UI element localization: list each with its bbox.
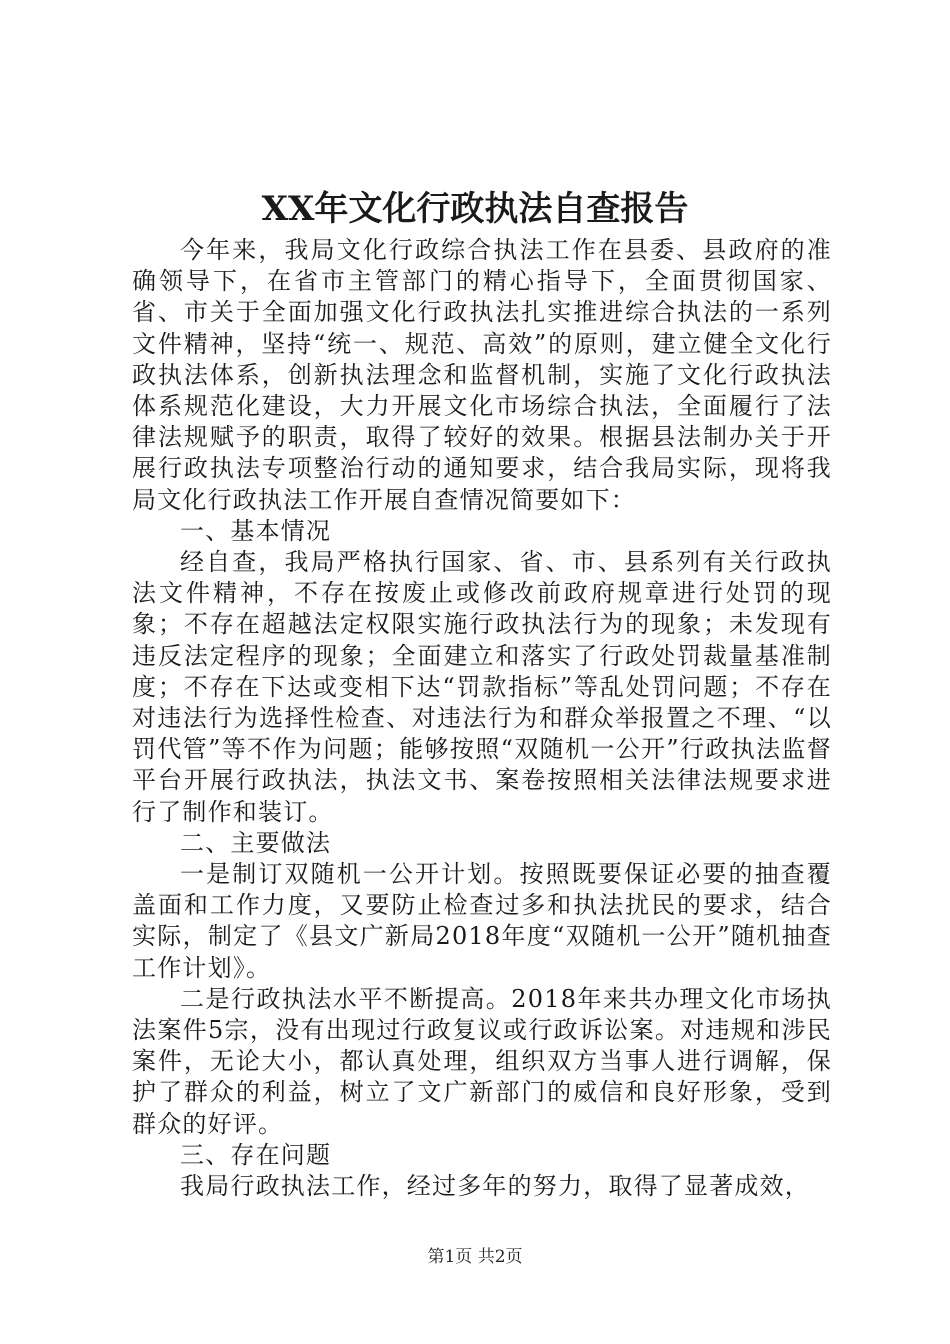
intro-paragraph: 今年来，我局文化行政综合执法工作在县委、县政府的准确领导下，在省市主管部门的精心指导下，全面贯彻国家、省、市关于全面加强文化行政执法扎实推进综合执法的一系列文件精神，坚持“统一、规范、高效”的原则，建立健全文化行政执法体系，创新执法理念和监督机制，实施了文化行政执法体系规范化建设，大力开展文化市场综合执法，全面履行了法律法规赋予的职责，取得了较好的效果。根据县法制办关于开展行政执法专项整治行动的通知要求，结合我局实际，现将我局文化行政执法工作开展自查情况简要如下： <box>132 236 832 514</box>
document-body <box>132 235 832 1202</box>
page-footer: 第1页 共2页 <box>427 1247 523 1267</box>
problems-paragraph: 我局行政执法工作，经过多年的努力，取得了显著成效， <box>180 1172 810 1201</box>
document-title: XX年文化行政执法自查报告 <box>261 189 689 229</box>
basic-situation-paragraph: 经自查，我局严格执行国家、省、市、县系列有关行政执法文件精神，不存在按废止或修改前政府规章进行处罚的现象；不存在超越法定权限实施行政执法行为的现象；未发现有违反法定程序的现象；全面建立和落实了行政处罚裁量基准制度；不存在下达或变相下达“罚款指标”等乱处罚问题；不存在对违法行为选择性检查、对违法行为和群众举报置之不理、“以罚代管”等不作为问题；能够按照“双随机一公开”行政执法监督平台开展行政执法，执法文书、案卷按照相关法律法规要求进行了制作和装订。 <box>132 548 832 826</box>
section-heading-practices: 二、主要做法 <box>180 828 332 857</box>
practice-paragraph-2: 二是行政执法水平不断提高。2018年来共办理文化市场执法案件5宗，没有出现过行政复议或行政诉讼案。对违规和涉民案件，无论大小，都认真处理，组织双方当事人进行调解，保护了群众的利益，树立了文广新部门的威信和良好形象，受到群众的好评。 <box>132 984 832 1138</box>
practice-paragraph-1: 一是制订双随机一公开计划。按照既要保证必要的抽查覆盖面和工作力度，又要防止检查过多和执法扰民的要求，结合实际，制定了《县文广新局2018年度“双随机一公开”随机抽查工作计划》。 <box>132 860 832 982</box>
section-heading-problems: 三、存在问题 <box>180 1140 332 1169</box>
section-heading-basic: 一、基本情况 <box>180 516 332 545</box>
